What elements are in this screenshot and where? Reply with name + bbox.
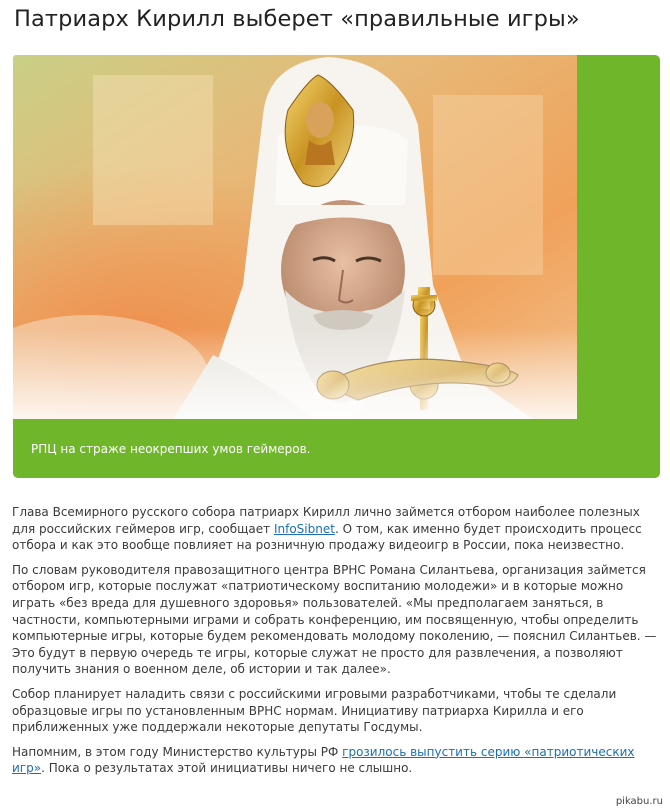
patriarch-photo bbox=[13, 55, 577, 419]
article-body bbox=[12, 504, 664, 785]
paragraph-1: Глава Всемирного русского собора патриарх Кирилл лично займется отбором наиболее полезных для российских геймеров игр, сообщает InfoSibnet. О том, как именно будет происходить процесс отбора и как это вообще повлияет на розничную продажу видеоигр в России, пока неизвестно. bbox=[12, 505, 642, 553]
patriotic-games-link[interactable]: грозилось выпустить серию «патриотических игр» bbox=[12, 744, 635, 776]
photo-block bbox=[13, 55, 660, 478]
site-watermark: pikabu.ru bbox=[613, 795, 666, 808]
photo-caption: РПЦ на страже неокрепших умов геймеров. bbox=[31, 442, 311, 456]
paragraph-2: По словам руководителя правозащитного центра ВРНС Романа Силантьева, организация займется отбором игр, которые послужат «патриотическому воспитанию молодежи» и в которые можно играть «без вреда для душевного здоровья» пользователей. «Мы предполагаем заняться, в частности, компьютерными играми и собрать конференцию, им посвященную, чтобы определить компьютерные игры, которые будем рекомендовать молодому поколению, — пояснил Силантьев. — Это будут в первую очередь те игры, которые служат не просто для развлечения, а позволяют получить знания о военном деле, об истории и так далее». bbox=[12, 562, 657, 677]
paragraph-4: Напомним, в этом году Министерство культуры РФ грозилось выпустить серию «патриотических игр». Пока о результатах этой инициативы ничего не слышно. bbox=[12, 744, 635, 776]
infosibnet-link[interactable]: InfoSibnet bbox=[273, 521, 335, 536]
article-title: Патриарх Кирилл выберет «правильные игры» bbox=[14, 6, 580, 32]
paragraph-3: Собор планирует наладить связи с российскими игровыми разработчиками, чтобы те сделали образцовые игры по установленным ВРНС нормам. Инициативу патриарха Кирилла и его приближенных уже поддержали некоторые депутаты Госдумы. bbox=[12, 686, 617, 735]
